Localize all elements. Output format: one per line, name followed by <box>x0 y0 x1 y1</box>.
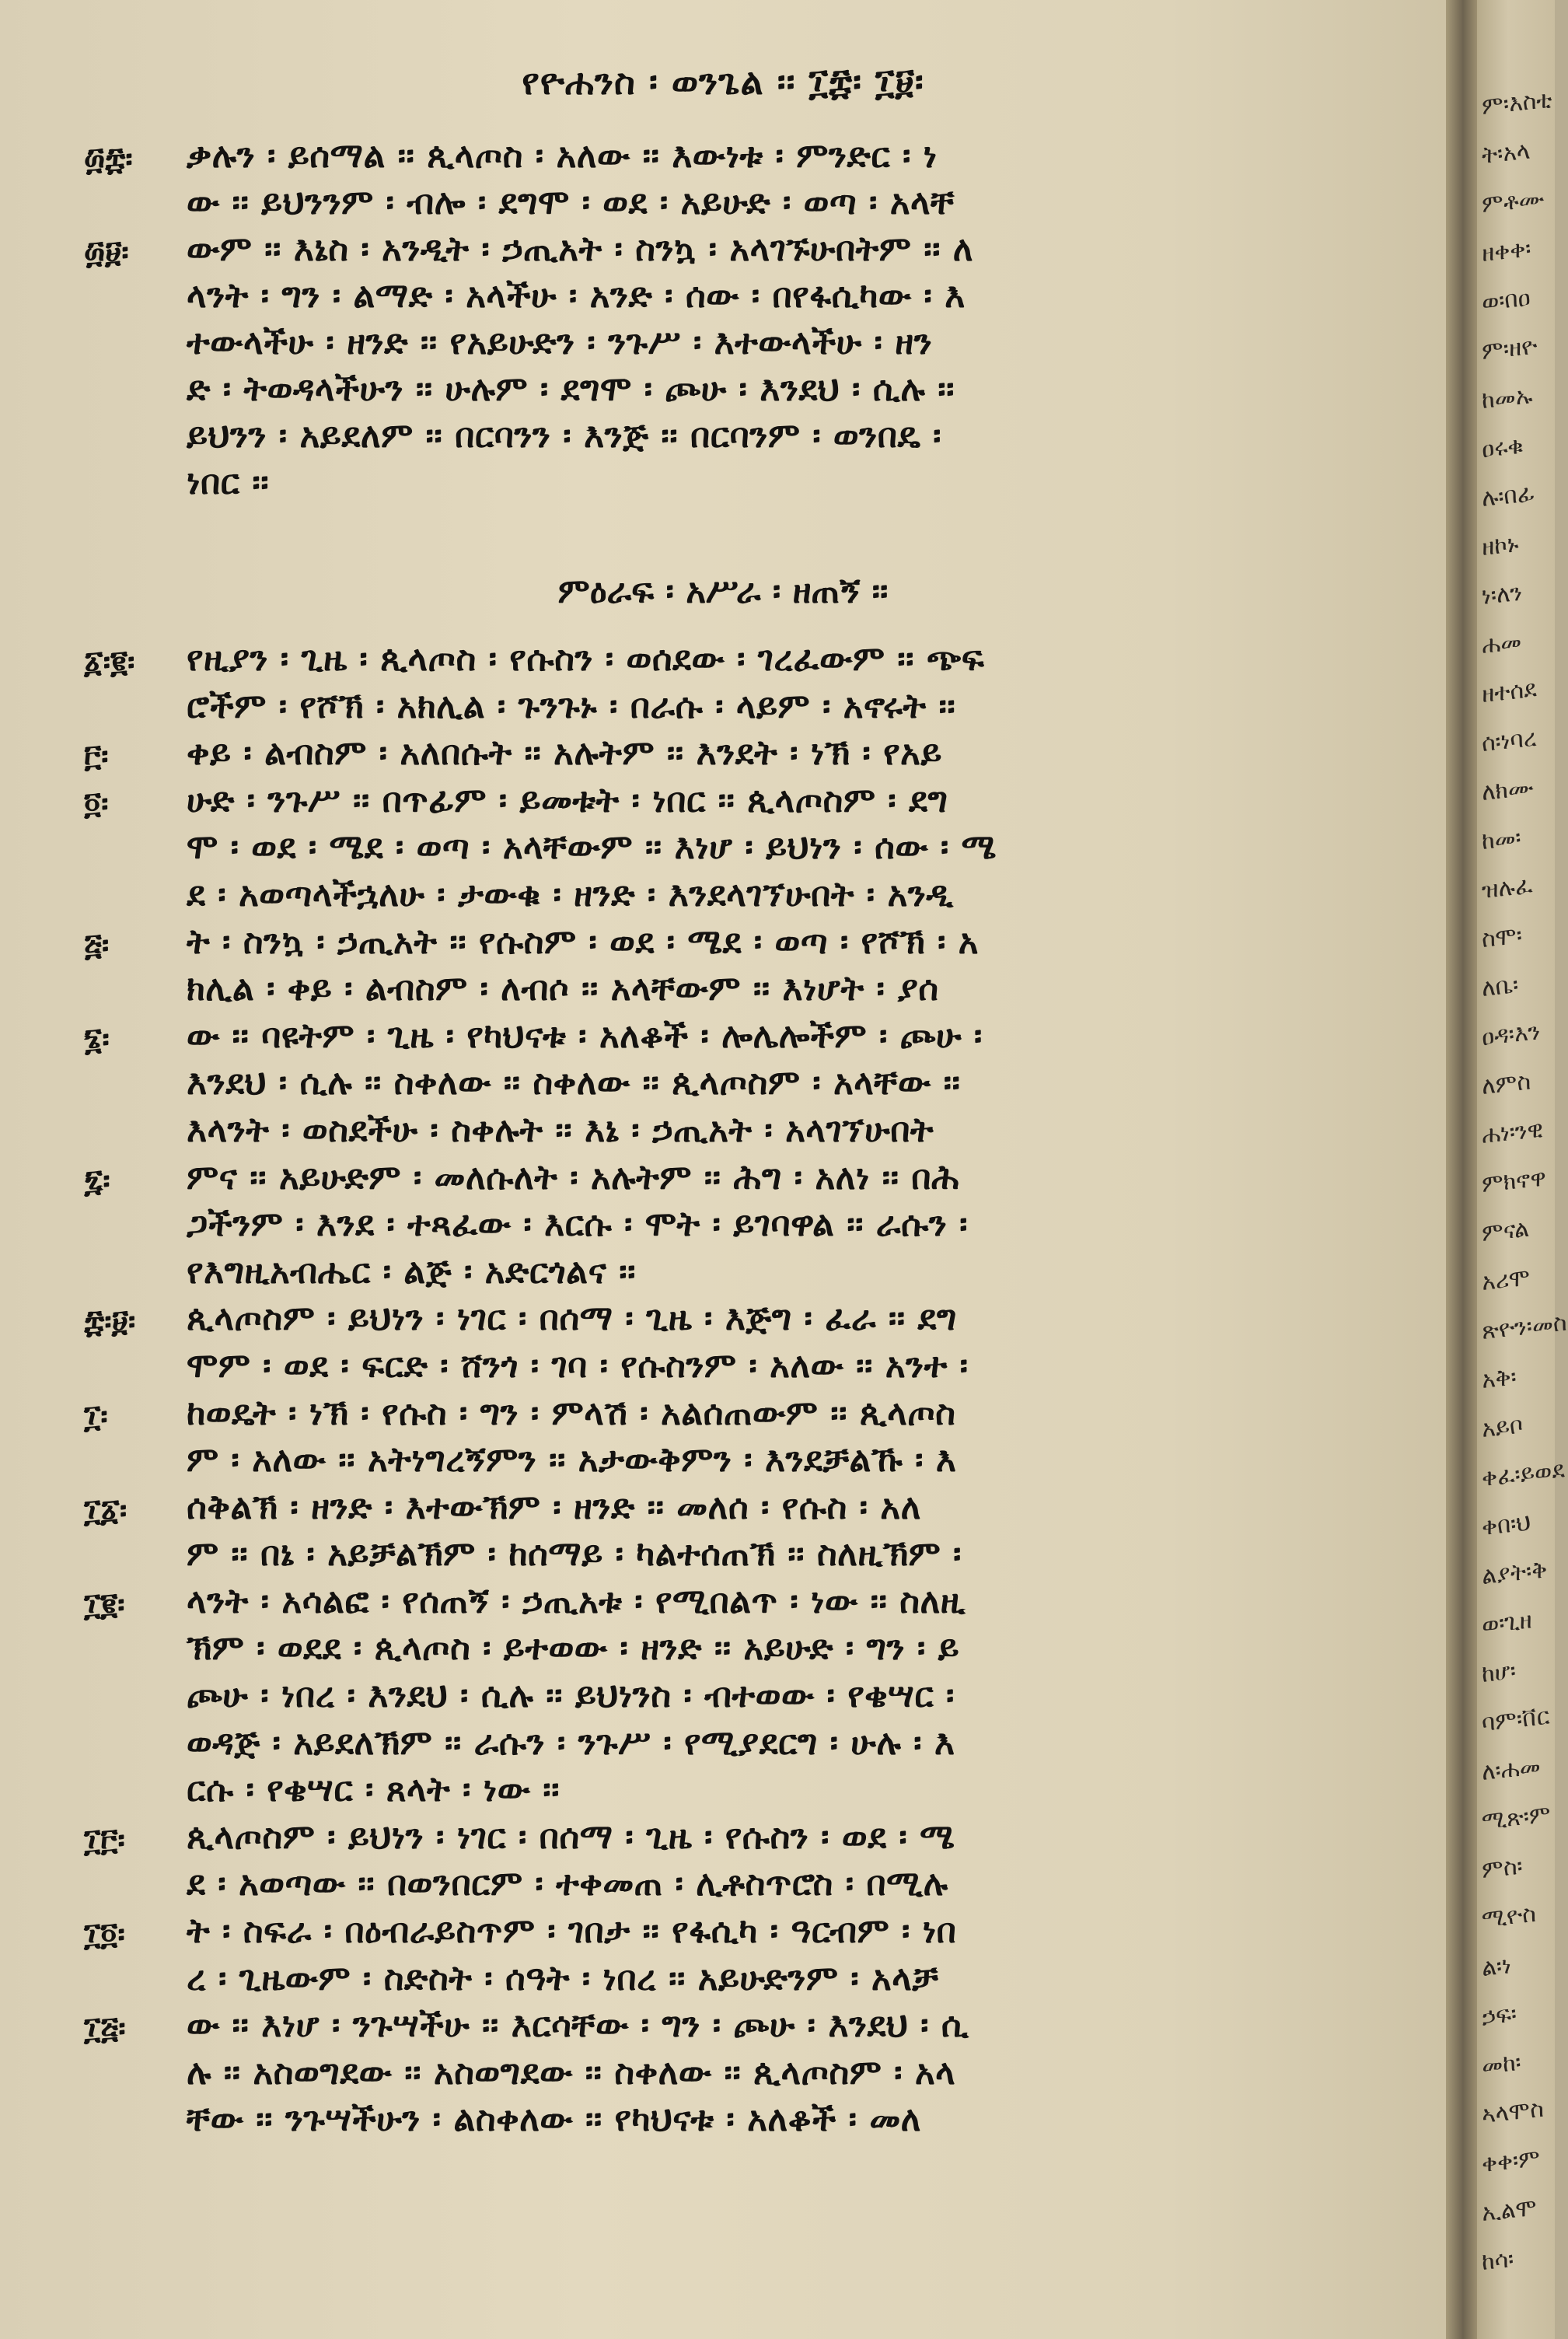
verse-text: ላንት ፡ አሳልፎ ፡ የሰጠኝ ፡ ኃጢአቱ ፡ የሚበልጥ ፡ ነው ፡፡ ስለዚ <box>187 1581 966 1621</box>
verse-text: ድ ፡ ትወዳላችሁን ፡፡ ሁሉም ፡ ደግሞ ፡ ጮሁ ፡ እንደህ ፡ ሲሉ ፡፡ <box>187 369 955 409</box>
verse-line <box>0 875 1446 922</box>
verse-text: ው ፡፡ እነሆ ፡ ንጉሣችሁ ፡፡ እርሳቸው ፡ ግን ፡ ጮሁ ፡ እንደህ ፡ ሲ <box>187 2005 969 2046</box>
verse-line <box>0 276 1446 323</box>
facing-page-fragment: ወ፡በዐ <box>1480 284 1532 316</box>
facing-page-fragment: ከሳ፡ <box>1480 2245 1515 2276</box>
verse-number: ፩፡፪፡ <box>84 644 135 680</box>
facing-page-fragment: ቀበ፡ህ <box>1480 1509 1532 1541</box>
verse-line <box>0 1723 1446 1771</box>
facing-page-fragment: ምናል <box>1480 1215 1531 1247</box>
text-block-chapter-19 <box>0 639 1446 2147</box>
facing-page-fragment: ሚጽ፡ም <box>1480 1800 1552 1835</box>
book-gutter <box>1446 0 1477 2339</box>
verse-line <box>0 1110 1446 1158</box>
verse-number: ፬፡ <box>84 785 109 822</box>
verse-line <box>0 1204 1446 1252</box>
text-block-intro <box>0 136 1446 509</box>
facing-page-fragment: ነ፡ለን <box>1480 579 1524 610</box>
verse-line <box>0 733 1446 781</box>
verse-number: ፲፪፡ <box>84 1586 125 1623</box>
verse-text: ይህንን ፡ አይደለም ፡፡ በርባንን ፡ እንጅ ፡፡ በርባንም ፡ ወንበዴ ፡ <box>187 416 942 456</box>
running-head: የዮሐንስ ፡ ወንጌል ፡፡ ፲፰፡ ፲፱፡ <box>522 61 924 103</box>
verse-line <box>0 1770 1446 1817</box>
facing-page-fragment: አቅ፡ <box>1480 1363 1518 1394</box>
facing-page-edge <box>1477 0 1568 2339</box>
verse-text: ም ፡ አለው ፡፡ አትነግረኝምን ፡፡ አታውቅምን ፡ እንደቻልኹ ፡ እ <box>187 1440 957 1481</box>
facing-page-fragment: ሐመ <box>1480 628 1523 659</box>
verse-line <box>0 1063 1446 1110</box>
facing-page-fragment: ወ፡ጊዘ <box>1480 1607 1534 1639</box>
facing-page-fragment: ሐነ፡ንዊ <box>1480 1115 1545 1149</box>
verse-line <box>0 369 1446 416</box>
facing-page-fragment: ጽዮን፡መስ <box>1480 1309 1568 1345</box>
facing-page-fragment: ሰ፡ነባረ <box>1480 724 1538 757</box>
facing-page-fragment: ለቤ፡ <box>1480 971 1520 1002</box>
verse-number: ፲፡ <box>84 1397 108 1435</box>
verse-line <box>0 1911 1446 1959</box>
verse-line <box>0 1864 1446 1911</box>
verse-line <box>0 1299 1446 1346</box>
verse-number: ፴፱፡ <box>84 234 129 271</box>
verse-text: ሞም ፡ ወደ ፡ ፍርድ ፡ ሸንጎ ፡ ገባ ፡ የሱስንም ፡ አለው ፡፡ አንተ ፡ <box>187 1345 969 1386</box>
facing-page-fragment: ም፡ዘዮ <box>1480 332 1539 365</box>
facing-page-fragment: ከመ፡ <box>1480 823 1523 855</box>
verse-text: ሁድ ፡ ንጉሥ ፡፡ በጥፊም ፡ ይመቱት ፡ ነበር ፡፡ ጲላጦስም ፡ ደግ <box>187 780 948 820</box>
facing-page-fragment: ስሞ፡ <box>1480 921 1524 953</box>
verse-text: ተውላችሁ ፡ ዘንድ ፡፡ የአይሁድን ፡ ንጉሥ ፡ እተውላችሁ ፡ ዘን <box>187 323 933 362</box>
verse-line <box>0 1440 1446 1488</box>
verse-text: ው ፡፡ ባዩትም ፡ ጊዜ ፡ የካህናቱ ፡ አለቆች ፡ ሎሌሎችም ፡ ጮሁ ፡ <box>187 1016 983 1056</box>
facing-page-fragment: ኢልሞ <box>1480 2194 1538 2227</box>
verse-text: ት ፡ ስፍራ ፡ በዕብራይስጥም ፡ ገበታ ፡፡ የፋሲካ ፡ ዓርብም ፡ ነበ <box>187 1911 957 1952</box>
verse-line <box>0 2100 1446 2147</box>
verse-line <box>0 463 1446 509</box>
verse-text: ወዳጅ ፡ አይደለኽም ፡፡ ራሱን ፡ ንጉሥ ፡ የሚያደርግ ፡ ሁሉ ፡ እ <box>187 1722 955 1763</box>
verse-text: ነበር ፡፡ <box>187 463 270 502</box>
verse-line <box>0 1158 1446 1205</box>
verse-text: ቸው ፡፡ ንጉሣችሁን ፡ ልስቀለው ፡፡ የካህናቱ ፡ አለቆች ፡ መለ <box>187 2100 921 2140</box>
verse-line <box>0 1676 1446 1723</box>
facing-page-fragment: ምክኖዋ <box>1480 1164 1548 1198</box>
facing-page-fragment: ኃፍ፡ <box>1480 2000 1518 2031</box>
facing-page-fragment: ዝሉፈ <box>1480 872 1535 904</box>
facing-page-fragment: ዐሩቁ <box>1480 432 1525 463</box>
verse-text: እላንት ፡ ወስደችሁ ፡ ስቀሉት ፡፡ እኔ ፡ ኃጢአት ፡ አላገኘሁበት <box>187 1110 934 1150</box>
verse-number: ፲፭፡ <box>84 2010 126 2047</box>
facing-page-fragment: ከመኡ <box>1480 382 1534 414</box>
facing-page-fragment: አይቦ <box>1480 1411 1524 1443</box>
verse-line <box>0 1393 1446 1441</box>
verse-number: ፭፡ <box>84 926 110 963</box>
verse-text: ሰቅልኽ ፡ ዘንድ ፡ እተውኽም ፡ ዘንድ ፡፡ መለሰ ፡ የሱስ ፡ አለ <box>187 1487 921 1527</box>
verse-line <box>0 922 1446 970</box>
verse-line <box>0 1582 1446 1629</box>
verse-text: ጋችንም ፡ እንደ ፡ ተጻፈው ፡ እርሱ ፡ ሞት ፡ ይገባዋል ፡፡ ራሱን ፡ <box>187 1204 969 1245</box>
facing-page-fragment: ምስ፡ <box>1480 1852 1524 1884</box>
verse-line <box>0 1016 1446 1064</box>
verse-text: ሉ ፡፡ አስወግደው ፡፡ አስወግደው ፡፡ ስቀለው ፡፡ ጲላጦስም ፡ አላ <box>187 2052 956 2093</box>
facing-page-fragment: ልያት፡ቅ <box>1480 1556 1549 1590</box>
facing-page-fragment: ምቶሙ <box>1480 184 1546 219</box>
verse-text: ደ ፡ አወጣላችኋለሁ ፡ ታውቁ ፡ ዘንድ ፡ እንደላገኘሁበት ፡ አንዲ <box>187 874 954 914</box>
verse-text: ም ፡፡ በኔ ፡ አይቻልኽም ፡ ከሰማይ ፡ ካልተሰጠኽ ፡፡ ስለዚኽም ፡ <box>187 1534 962 1575</box>
facing-page-fragment: ከሆ፡ <box>1480 1657 1517 1688</box>
verse-text: ላንት ፡ ግን ፡ ልማድ ፡ አላችሁ ፡ አንድ ፡ ሰው ፡ በየፋሲካው ፡ እ <box>187 276 966 316</box>
verse-text: ደ ፡ አወጣው ፡፡ በወንበርም ፡ ተቀመጠ ፡ ሊቶስጥሮስ ፡ በሚሉ <box>187 1864 948 1904</box>
verse-text: ቃሉን ፡ ይሰማል ፡፡ ጲላጦስ ፡ አለው ፡፡ እውነቱ ፡ ምንድር ፡ ነ <box>187 136 938 176</box>
facing-page-fragment: አሪሞ <box>1480 1264 1532 1296</box>
facing-page-fragment: ሉ፡በፊ <box>1480 479 1536 512</box>
facing-page-fragment: ለክሙ <box>1480 774 1535 806</box>
verse-text: ት ፡ ስንኳ ፡ ኃጢአት ፡፡ የሱስም ፡ ወደ ፡ ሜደ ፡ ወጣ ፡ የሾኽ ፡ አ <box>187 921 979 962</box>
verse-text: ክሊል ፡ ቀይ ፡ ልብስም ፡ ለብሶ ፡፡ አላቸውም ፡፡ እነሆት ፡ ያሰ <box>187 969 939 1009</box>
facing-page-fragment: ም፡እስቲ <box>1480 86 1554 121</box>
verse-line <box>0 969 1446 1016</box>
verse-line <box>0 1252 1446 1299</box>
verse-line <box>0 1628 1446 1676</box>
verse-number: ፲፩፡ <box>84 1491 127 1529</box>
verse-number: ፲፫፡ <box>84 1821 125 1858</box>
facing-page-fragment: ዘኮኑ <box>1480 530 1521 561</box>
verse-text: ሮችም ፡ የሾኽ ፡ አክሊል ፡ ጉንጉኑ ፡ በራሱ ፡ ላይም ፡ አኖሩት ፡፡ <box>187 686 956 726</box>
verse-line <box>0 1959 1446 2006</box>
facing-page-fragment: ዘቀቀ፡ <box>1480 235 1533 267</box>
verse-line <box>0 1488 1446 1535</box>
facing-page-fragment: ኣላሞስ <box>1480 2095 1545 2129</box>
verse-text: ጲላጦስም ፡ ይህነን ፡ ነገር ፡ በሰማ ፡ ጊዜ ፡ የሱስን ፡ ወደ ፡ ሜ <box>187 1816 955 1857</box>
verse-line <box>0 183 1446 229</box>
facing-page-fragment: ለምስ <box>1480 1068 1532 1100</box>
verse-line <box>0 2005 1446 2053</box>
facing-page-fragment: ባም፡ቨር <box>1480 1702 1551 1737</box>
facing-page-fragment: መከ፡ <box>1480 2048 1523 2080</box>
verse-text: ምና ፡፡ አይሁድም ፡ መለሱለት ፡ አሉትም ፡፡ ሕግ ፡ አለነ ፡፡ በሕ <box>187 1157 960 1197</box>
verse-line <box>0 639 1446 687</box>
facing-page-fragment: ዘተሰደ <box>1480 675 1538 708</box>
facing-page-fragment: ል፡ነ <box>1480 1952 1513 1982</box>
chapter-title: ምዕራፍ ፡ አሥራ ፡ ዘጠኝ ፡፡ <box>557 572 889 611</box>
verse-line <box>0 136 1446 183</box>
verse-text: እንደህ ፡ ሲሉ ፡፡ ስቀለው ፡፡ ስቀለው ፡፡ ጲላጦስም ፡ አላቸው ፡፡ <box>187 1063 961 1103</box>
verse-line <box>0 1534 1446 1582</box>
verse-text: ኽም ፡ ወደደ ፡ ጲላጦስ ፡ ይተወው ፡ ዘንድ ፡፡ አይሁድ ፡ ግን ፡ ይ <box>187 1628 960 1669</box>
verse-text: ጮሁ ፡ ነበረ ፡ እንደህ ፡ ሲሉ ፡፡ ይህነንስ ፡ ብተወው ፡ የቄሣር ፡ <box>187 1676 955 1716</box>
facing-page-fragment: ለ፡ሐመ <box>1480 1753 1542 1786</box>
verse-line <box>0 323 1446 369</box>
verse-number: ፲፬፡ <box>84 1916 125 1953</box>
verse-text: ው ፡፡ ይህንንም ፡ ብሎ ፡ ደግሞ ፡ ወደ ፡ አይሁድ ፡ ወጣ ፡ አላቸ <box>187 183 955 222</box>
verse-text: የእግዚአብሔር ፡ ልጅ ፡ አድርጎልና ፡፡ <box>187 1251 636 1292</box>
facing-page-fragment: ቀቀ፡ም <box>1480 2145 1542 2178</box>
verse-line <box>0 827 1446 875</box>
verse-line <box>0 781 1446 828</box>
verse-text: ጲላጦስም ፡ ይህነን ፡ ነገር ፡ በሰማ ፡ ጊዜ ፡ እጅግ ፡ ፈራ ፡፡ ደግ <box>187 1299 957 1339</box>
verse-number: ፯፡ <box>84 1162 110 1199</box>
verse-line <box>0 229 1446 276</box>
facing-page-fragment: ቀፈ፡ይወደ <box>1480 1456 1566 1492</box>
verse-line <box>0 2053 1446 2100</box>
verse-text: ሞ ፡ ወደ ፡ ሜደ ፡ ወጣ ፡ አላቸውም ፡፡ እነሆ ፡ ይህነን ፡ ሰው ፡ ሜ <box>187 827 997 868</box>
verse-line <box>0 1346 1446 1393</box>
verse-line <box>0 416 1446 463</box>
verse-number: ፫፡ <box>84 738 109 775</box>
facing-page-fragment: ሚዮስ <box>1480 1900 1538 1933</box>
verse-number: ፴፰፡ <box>84 141 133 177</box>
verse-number: ፰፡፱፡ <box>84 1303 136 1341</box>
verse-text: ርሱ ፡ የቄሣር ፡ ጸላት ፡ ነው ፡፡ <box>187 1770 560 1810</box>
verse-text: ቀይ ፡ ልብስም ፡ አለበሱት ፡፡ አሉትም ፡፡ እንደት ፡ ነኽ ፡ የአይ <box>187 733 942 774</box>
verse-number: ፮፡ <box>84 1020 110 1058</box>
verse-text: ውም ፡፡ እኔስ ፡ አንዲት ፡ ኃጢአት ፡ ስንኳ ፡ አላገኙሁበትም ፡፡ ለ <box>187 229 974 269</box>
facing-page-fragment: ዐዳ፡እን <box>1480 1018 1542 1051</box>
facing-page-fragment: ት፡አላ <box>1480 137 1531 170</box>
verse-line <box>0 1817 1446 1865</box>
verse-text: ከወዴት ፡ ነኽ ፡ የሱስ ፡ ግን ፡ ምላሽ ፡ አልሰጠውም ፡፡ ጲላጦስ <box>187 1393 956 1433</box>
verse-line <box>0 687 1446 734</box>
verse-text: ረ ፡ ጊዜውም ፡ ስድስት ፡ ሰዓት ፡ ነበረ ፡፡ አይሁድንም ፡ አላቻ <box>187 1958 939 1998</box>
verse-text: የዚያን ፡ ጊዜ ፡ ጲላጦስ ፡ የሱስን ፡ ወሰደው ፡ ገረፈውም ፡፡ ጭፍ <box>187 639 985 679</box>
